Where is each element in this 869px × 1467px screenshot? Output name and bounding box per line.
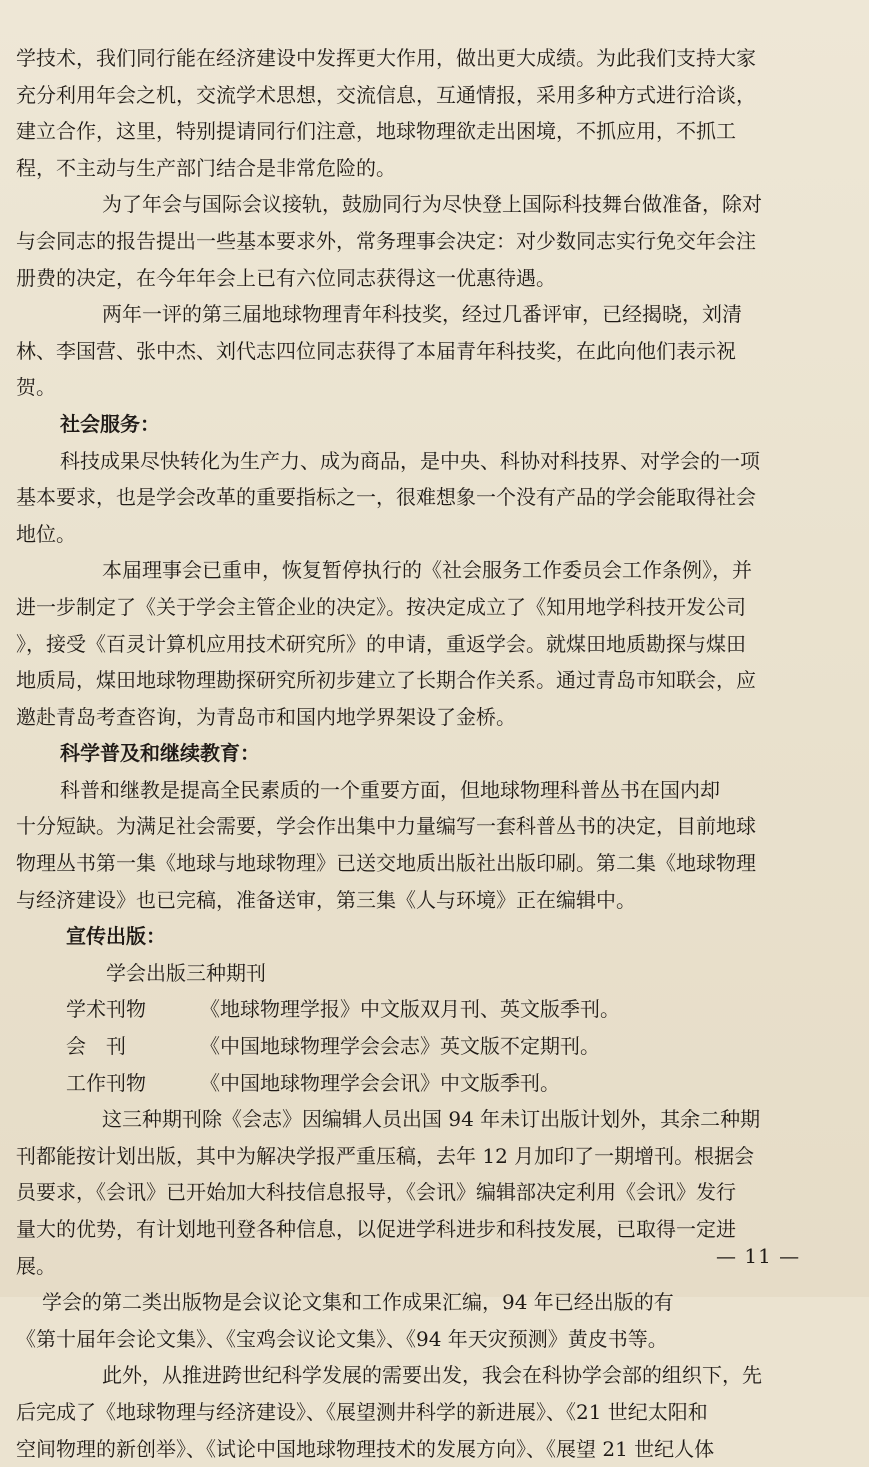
paragraph-fee-waiver [16,186,824,296]
paragraph-future-science [16,1357,824,1467]
paragraph-tech-transfer [16,443,824,553]
text-line: 《第十届年会论文集》、《宝鸡会议论文集》、《94 年天灾预测》黄皮书等。 [16,1326,668,1351]
publications-list [16,991,824,1101]
text-line: 与经济建设》也已完稿，准备送审，第三集《人与环境》正在编辑中。 [16,887,636,912]
paragraph-popular-science [16,772,824,918]
text-line: 学技术，我们同行能在经济建设中发挥更大作用，做出更大成绩。为此我们支持大家 [16,46,756,70]
text-line: 》，接受《百灵计算机应用技术研究所》的申请，重返学会。就煤田地质勘探与煤田 [16,631,746,656]
text-line: 学会的第二类出版物是会议论文集和工作成果汇编，94 年已经出版的有 [42,1290,674,1315]
publication-description: 《中国地球物理学会会讯》中文版季刊。 [200,1070,560,1095]
text-line: 册费的决定，在今年年会上已有六位同志获得这一优惠待遇。 [16,265,556,290]
text-line: 本届理事会已重申，恢复暂停执行的《社会服务工作委员会工作条例》，并 [102,558,752,583]
publication-row [16,1065,824,1102]
text-line: 进一步制定了《关于学会主管企业的决定》。按决定成立了《知用地学科技开发公司 [16,594,746,619]
text-line: 为了年会与国际会议接轨，鼓励同行为尽快登上国际科技舞台做准备，除对 [102,192,762,217]
text-line: 员要求，《会讯》已开始加大科技信息报导，《会讯》编辑部决定利用《会讯》发行 [16,1180,736,1205]
paragraph-cooperation [16,40,824,186]
text-line: 充分利用年会之机，交流学术思想，交流信息，互通情报，采用多种方式进行洽谈， [16,82,756,107]
text-line: 与会同志的报告提出一些基本要求外，常务理事会决定：对少数同志实行免交年会注 [16,228,756,253]
publication-name: 学术刊物 [66,997,146,1022]
text-line: 邀赴青岛考查咨询，为青岛市和国内地学界架设了金桥。 [16,704,516,729]
publications-intro: 学会出版三种期刊 [106,960,266,985]
text-line: 这三种期刊除《会志》因编辑人员出国 94 年未订出版计划外，其余二种期 [102,1107,761,1132]
publication-name: 工作刊物 [66,1070,146,1095]
text-line: 量大的优势，有计划地刊登各种信息，以促进学科进步和科技发展，已取得一定进 [16,1217,736,1241]
text-line: 此外，从推进跨世纪科学发展的需要出发，我会在科协学会部的组织下，先 [102,1363,762,1388]
text-line: 科技成果尽快转化为生产力、成为商品，是中央、科协对科技界、对学会的一项 [60,448,760,473]
text-line: 刊都能按计划出版，其中为解决学报严重压稿，去年 12 月加印了一期增刊。根据会 [16,1143,755,1168]
text-line: 基本要求，也是学会改革的重要指标之一，很难想象一个没有产品的学会能取得社会 [16,485,756,510]
text-line: 地位。 [16,521,76,546]
paragraph-proceedings [16,1284,824,1357]
text-line: 程，不主动与生产部门结合是非常危险的。 [16,155,396,180]
publication-row [16,1028,824,1065]
text-line: 科普和继教是提高全民素质的一个重要方面，但地球物理科普丛书在国内却 [60,777,720,802]
text-line: 后完成了《地球物理与经济建设》、《展望测井科学的新进展》、《21 世纪太阳和 [16,1399,708,1424]
text-line: 十分短缺。为满足社会需要，学会作出集中力量编写一套科普丛书的决定，目前地球 [16,814,756,839]
section-heading-science-education: 科学普及和继续教育： [60,741,260,766]
paragraph-youth-award [16,296,824,406]
page-number: — 11 — [716,1244,801,1268]
text-line: 贺。 [16,375,56,400]
text-line: 地质局，煤田地球物理勘探研究所初步建立了长期合作关系。通过青岛市知联会，应 [16,668,756,693]
publication-name: 会 刊 [66,1034,126,1059]
text-line: 空间物理的新创举》、《试论中国地球物理技术的发展方向》、《展望 21 世纪人体 [16,1436,715,1461]
section-heading-social-service: 社会服务： [60,411,160,436]
paragraph-council-decisions [16,552,824,735]
publication-description: 《地球物理学报》中文版双月刊、英文版季刊。 [200,997,620,1022]
paragraph-journal-status [16,1101,824,1284]
publication-description: 《中国地球物理学会会志》英文版不定期刊。 [200,1034,600,1059]
body-text [16,40,824,1467]
text-line: 物理丛书第一集《地球与地球物理》已送交地质出版社出版印刷。第二集《地球物理 [16,851,756,876]
text-line: 建立合作，这里，特别提请同行们注意，地球物理欲走出困境，不抓应用，不抓工 [16,119,736,144]
publication-row [16,991,824,1028]
section-heading-publishing: 宣传出版： [66,924,166,949]
text-line: 两年一评的第三届地球物理青年科技奖，经过几番评审，已经揭晓，刘清 [102,302,742,327]
text-line: 展。 [16,1253,56,1278]
text-line: 林、李国营、张中杰、刘代志四位同志获得了本届青年科技奖，在此向他们表示祝 [16,338,736,363]
